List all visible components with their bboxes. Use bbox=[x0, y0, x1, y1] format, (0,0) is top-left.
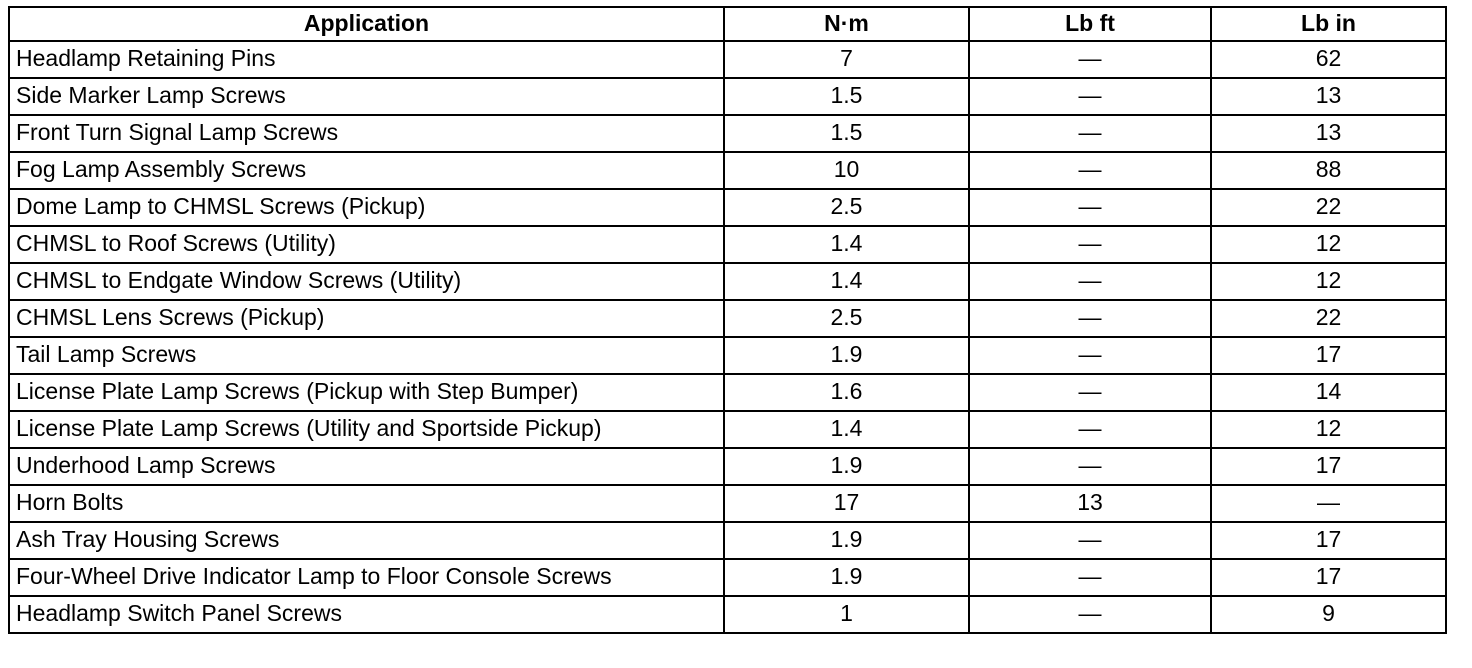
cell-nm: 1.5 bbox=[724, 78, 969, 115]
cell-nm: 2.5 bbox=[724, 300, 969, 337]
cell-nm: 1.9 bbox=[724, 337, 969, 374]
cell-lbin: 13 bbox=[1211, 78, 1446, 115]
cell-lbin: 17 bbox=[1211, 448, 1446, 485]
table-row bbox=[9, 263, 1446, 300]
cell-lbin: 14 bbox=[1211, 374, 1446, 411]
application-text: License Plate Lamp Screws (Utility and Sportside Pickup) bbox=[16, 415, 602, 441]
application-text: Four-Wheel Drive Indicator Lamp to Floor Console Screws bbox=[16, 563, 612, 589]
cell-nm: 1.4 bbox=[724, 226, 969, 263]
cell-lbin: 12 bbox=[1211, 411, 1446, 448]
cell-application bbox=[9, 448, 724, 485]
cell-lbin: 12 bbox=[1211, 226, 1446, 263]
cell-nm: 2.5 bbox=[724, 189, 969, 226]
header-row bbox=[9, 7, 1446, 41]
cell-application bbox=[9, 189, 724, 226]
cell-lbft: — bbox=[969, 337, 1211, 374]
cell-lbin: 13 bbox=[1211, 115, 1446, 152]
cell-lbin: 17 bbox=[1211, 522, 1446, 559]
cell-lbin: 88 bbox=[1211, 152, 1446, 189]
table-row bbox=[9, 485, 1446, 522]
table-header bbox=[9, 7, 1446, 41]
application-text: Side Marker Lamp Screws bbox=[16, 82, 286, 108]
header-lbft: Lb ft bbox=[969, 7, 1211, 41]
cell-application bbox=[9, 374, 724, 411]
cell-nm: 10 bbox=[724, 152, 969, 189]
table-row bbox=[9, 448, 1446, 485]
cell-lbft: 13 bbox=[969, 485, 1211, 522]
cell-nm: 1.5 bbox=[724, 115, 969, 152]
cell-nm: 17 bbox=[724, 485, 969, 522]
cell-application bbox=[9, 78, 724, 115]
table-row bbox=[9, 41, 1446, 78]
fastener-torque-table bbox=[8, 6, 1447, 634]
table-row bbox=[9, 115, 1446, 152]
application-text: Front Turn Signal Lamp Screws bbox=[16, 119, 339, 145]
table-row bbox=[9, 337, 1446, 374]
cell-lbin: 22 bbox=[1211, 189, 1446, 226]
application-text: Ash Tray Housing Screws bbox=[16, 526, 280, 552]
cell-nm: 1.9 bbox=[724, 448, 969, 485]
application-text: CHMSL Lens Screws (Pickup) bbox=[16, 304, 325, 330]
cell-application bbox=[9, 522, 724, 559]
table-row bbox=[9, 78, 1446, 115]
cell-lbin: — bbox=[1211, 485, 1446, 522]
table-row bbox=[9, 374, 1446, 411]
cell-application bbox=[9, 300, 724, 337]
table-body bbox=[9, 41, 1446, 633]
cell-lbft: — bbox=[969, 226, 1211, 263]
cell-nm: 1.4 bbox=[724, 411, 969, 448]
cell-lbft: — bbox=[969, 189, 1211, 226]
cell-application bbox=[9, 485, 724, 522]
cell-lbin: 12 bbox=[1211, 263, 1446, 300]
application-text: Headlamp Switch Panel Screws bbox=[16, 600, 342, 626]
cell-lbft: — bbox=[969, 152, 1211, 189]
table-row bbox=[9, 596, 1446, 633]
cell-lbin: 22 bbox=[1211, 300, 1446, 337]
header-lbin: Lb in bbox=[1211, 7, 1446, 41]
application-text: CHMSL to Roof Screws (Utility) bbox=[16, 230, 336, 256]
cell-nm: 7 bbox=[724, 41, 969, 78]
header-application: Application bbox=[9, 7, 724, 41]
cell-application bbox=[9, 411, 724, 448]
cell-lbin: 17 bbox=[1211, 559, 1446, 596]
application-text: Underhood Lamp Screws bbox=[16, 452, 276, 478]
application-text: CHMSL to Endgate Window Screws (Utility) bbox=[16, 267, 462, 293]
table-row bbox=[9, 411, 1446, 448]
cell-application bbox=[9, 596, 724, 633]
application-text: Dome Lamp to CHMSL Screws (Pickup) bbox=[16, 193, 426, 219]
cell-nm: 1.6 bbox=[724, 374, 969, 411]
cell-lbft: — bbox=[969, 374, 1211, 411]
cell-lbft: — bbox=[969, 115, 1211, 152]
cell-lbin: 17 bbox=[1211, 337, 1446, 374]
table-row bbox=[9, 522, 1446, 559]
cell-application bbox=[9, 559, 724, 596]
cell-nm: 1.9 bbox=[724, 559, 969, 596]
cell-lbft: — bbox=[969, 300, 1211, 337]
header-nm: N·m bbox=[724, 7, 969, 41]
cell-lbft: — bbox=[969, 78, 1211, 115]
cell-lbft: — bbox=[969, 263, 1211, 300]
cell-nm: 1.9 bbox=[724, 522, 969, 559]
cell-application bbox=[9, 226, 724, 263]
cell-lbft: — bbox=[969, 596, 1211, 633]
table-row bbox=[9, 559, 1446, 596]
cell-lbft: — bbox=[969, 41, 1211, 78]
cell-lbft: — bbox=[969, 411, 1211, 448]
cell-lbft: — bbox=[969, 559, 1211, 596]
cell-application bbox=[9, 337, 724, 374]
cell-lbft: — bbox=[969, 448, 1211, 485]
cell-application bbox=[9, 41, 724, 78]
application-text: Horn Bolts bbox=[16, 489, 124, 515]
table-row bbox=[9, 300, 1446, 337]
cell-nm: 1 bbox=[724, 596, 969, 633]
cell-nm: 1.4 bbox=[724, 263, 969, 300]
cell-lbin: 62 bbox=[1211, 41, 1446, 78]
cell-application bbox=[9, 152, 724, 189]
application-text: Headlamp Retaining Pins bbox=[16, 45, 276, 71]
application-text: License Plate Lamp Screws (Pickup with Step Bumper) bbox=[16, 378, 579, 404]
table-row bbox=[9, 189, 1446, 226]
table-row bbox=[9, 152, 1446, 189]
cell-lbft: — bbox=[969, 522, 1211, 559]
table-row bbox=[9, 226, 1446, 263]
cell-lbin: 9 bbox=[1211, 596, 1446, 633]
cell-application bbox=[9, 263, 724, 300]
cell-application bbox=[9, 115, 724, 152]
application-text: Fog Lamp Assembly Screws bbox=[16, 156, 307, 182]
application-text: Tail Lamp Screws bbox=[16, 341, 197, 367]
